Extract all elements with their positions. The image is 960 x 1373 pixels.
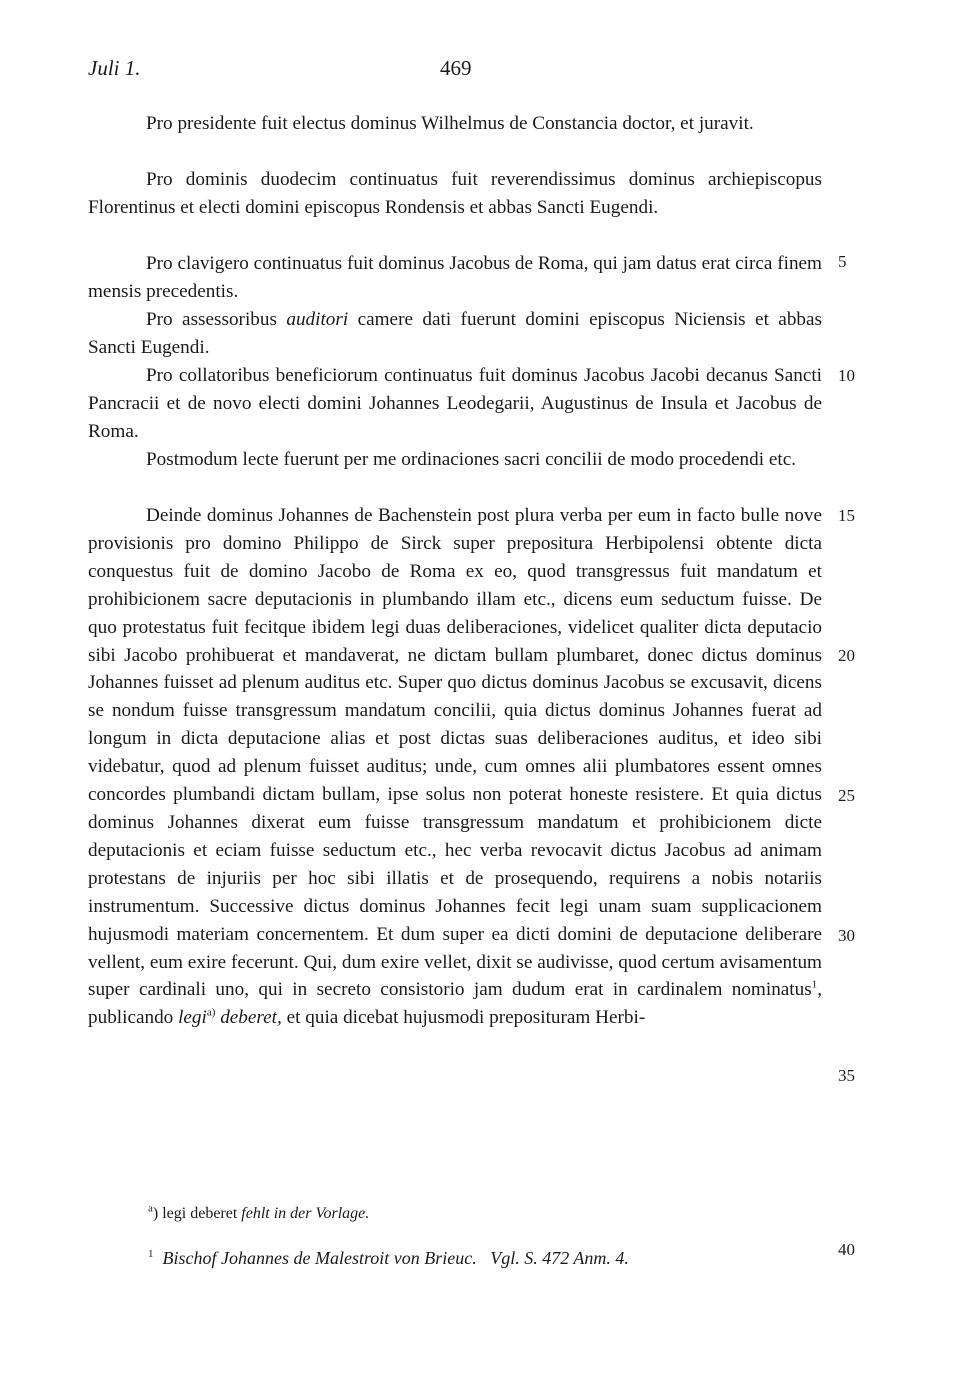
p4-after: camere dati fuerunt domini episcopus Niciensis et abbas Sancti Eugendi.: [88, 309, 822, 358]
footnote-1-ref: Vgl. S. 472 Anm. 4.: [490, 1248, 629, 1268]
line-number: 25: [838, 786, 855, 805]
footnote-ref-1: 1: [811, 979, 818, 992]
line-number: 5: [838, 252, 847, 271]
p7-main: Deinde dominus Johannes de Bachenstein post plura verba per eum in facto bulle nove provisionis pro domino Philippo de Sirck super prepositura Herbipolensi obtente dicta conquestus fuit de domino Jacobo de Roma ex eo, quod transgressus fuit mandatum et prohibicionem sacre deputacionis in plumbando illam etc., dicens eum seductum fuisse. De quo protestatus fuit fecitque ibidem legi duas deliberaciones, videlicet qualiter dicta deputacio sibi Jacobo prohibuerat et mandaverat, ne dictam bullam plumbaret, donec dictus dominus Johannes fuisset ad plenum auditus etc. Super quo dictus dominus Jacobus se excusavit, dicens se nondum fuisse transgressum mandatum concilii, quia dictus dominus Johannes fuerat ad longum in dicta deputacione alias et post dictas suas deliberaciones auditus, et ideo sibi videbatur, quod ad plenum fuisset auditus; unde, cum omnes alii plumbatores essent omnes concordes plumbandi dictam bullam, ipse solus non poterat honeste resistere. Et quia dictus dominus Johannes dixerat eum fuisse transgressum mandatum et prohibicionem dicte deputacionis et eciam fuisse seductum etc., hec verba revocavit dictus Jacobus ad animam protestans de injuriis per hoc sibi illatis et de prosequendo, requirens a nobis notariis instrumentum. Successive dictus dominus Johannes fecit legi unam suam supplicacionem hujusmodi materiam concernentem. Et dum super ea dicti domini de deputacione deliberare vellent, eum exire fecerunt. Qui, dum exire vellet, dixit se audivisse, quod certum avisamentum super cardinali uno, qui in secreto consistorio jam dudum erat in cardinalem nominatus: [88, 505, 822, 1001]
footnote-1: [148, 1248, 629, 1269]
paragraph-dominis-duodecim: Pro dominis duodecim continuatus fuit reverendissimus dominus archiepiscopus Florentinus et electi domini episcopus Rondensis et abbas Sancti Eugendi.: [88, 169, 822, 218]
p7-after-sup: , publicando: [88, 979, 822, 1029]
p7-italic-deberet: deberet,: [220, 1007, 282, 1029]
p4-italic-auditori: auditori: [286, 309, 349, 330]
p4-before: Pro assessoribus: [146, 309, 287, 330]
footnote-a-italic: fehlt in der Vorlage.: [241, 1205, 370, 1222]
p7-italic-legi: legi: [178, 1007, 207, 1029]
paragraph-postmodum: Postmodum lecte fuerunt per me ordinaciones sacri concilii de modo procedendi etc.: [146, 449, 797, 470]
running-header: Juli 1.: [88, 56, 141, 80]
line-number: 20: [838, 646, 855, 665]
line-number: 10: [838, 366, 855, 385]
line-number: 30: [838, 926, 855, 945]
paragraph-deinde: [88, 502, 822, 1032]
paragraph-clavigero: Pro clavigero continuatus fuit dominus Jacobus de Roma, qui jam datus erat circa finem mensis precedentis.: [88, 253, 822, 302]
paragraph-collatoribus: Pro collatoribus beneficiorum continuatus fuit dominus Jacobus Jacobi decanus Sancti Pancracii et de novo electi domini Johannes Leodegarii, Augustinus de Insula et Jacobus de Roma.: [88, 365, 822, 442]
page-number: 469: [440, 56, 472, 80]
paragraph-presidente: Pro presidente fuit electus dominus Wilhelmus de Constancia doctor, et juravit.: [146, 113, 754, 134]
line-number: 35: [838, 1066, 855, 1085]
p7-end: et quia dicebat hujusmodi preposituram Herbi-: [281, 1007, 646, 1029]
line-number: 15: [838, 506, 855, 525]
paragraph-assessoribus: [88, 306, 822, 362]
line-number: 40: [838, 1240, 855, 1259]
footnote-ref-a: a): [206, 1006, 216, 1019]
footnote-a: $^a$) legi deberet fehlt in der Vorlage.: [148, 1202, 370, 1222]
footnote-a-marker: a: [148, 1202, 153, 1215]
footnote-1-text: Bischof Johannes de Malestroit von Brieuc.: [162, 1248, 477, 1268]
footnote-1-marker: 1: [148, 1248, 154, 1260]
footnote-a-text: legi deberet: [162, 1205, 238, 1222]
